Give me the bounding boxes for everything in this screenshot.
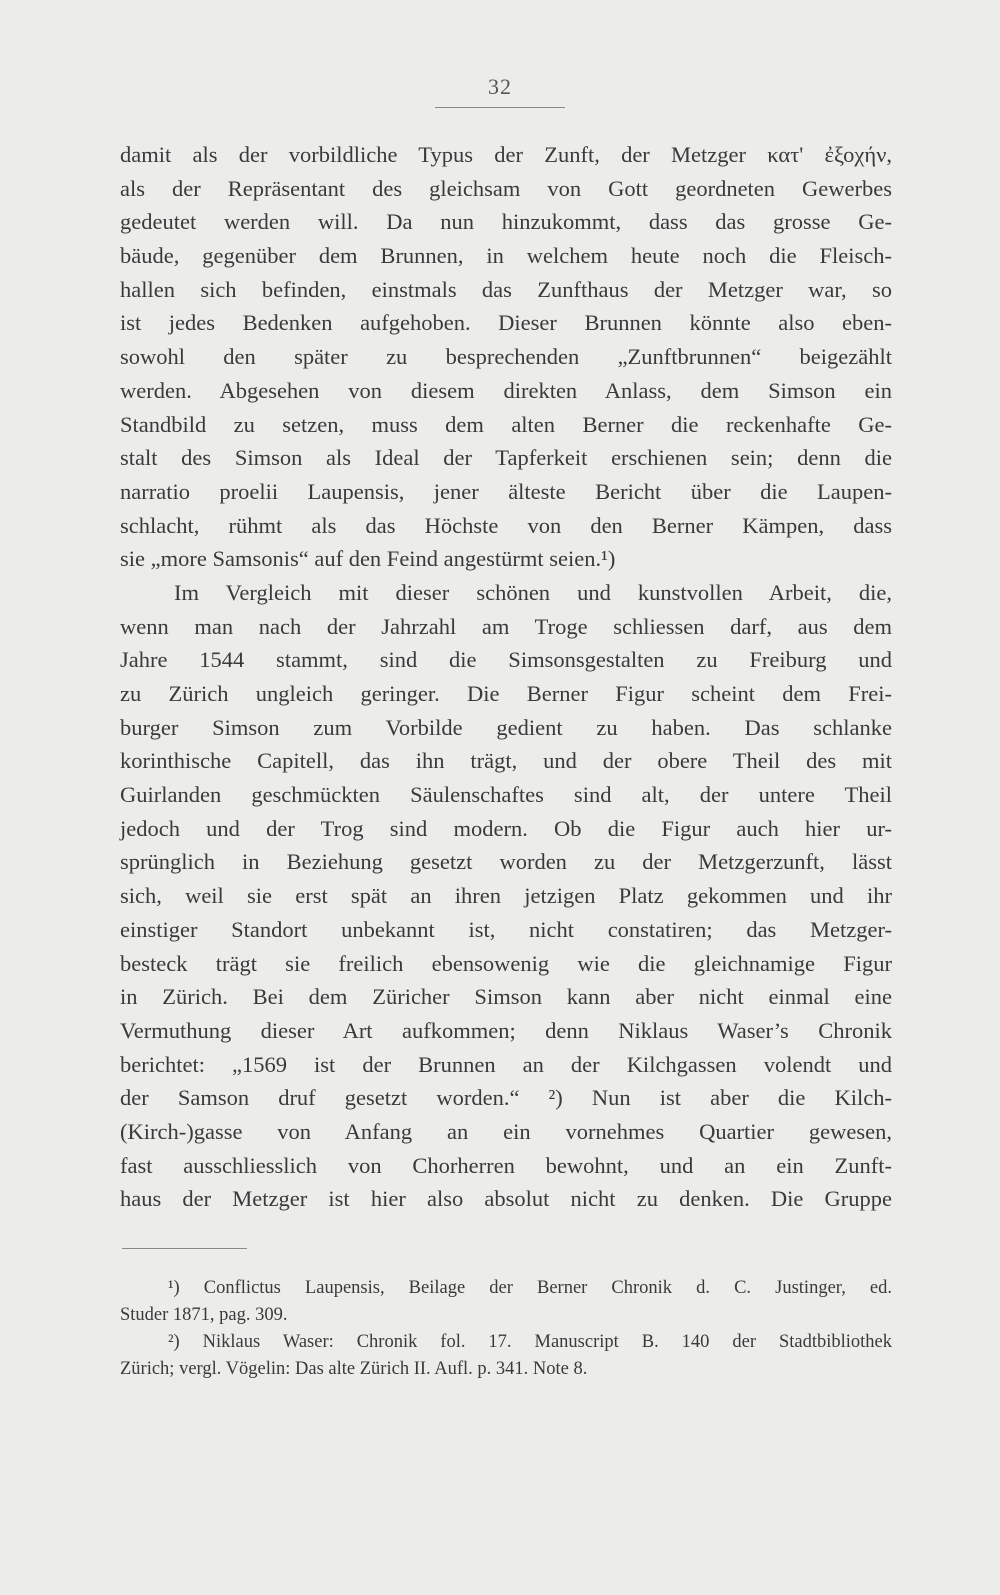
footnote-line: Studer 1871, pag. 309. [120, 1305, 288, 1325]
text-line: wenn man nach der Jahrzahl am Troge schliessen darf, aus dem [120, 613, 892, 639]
text-line: schlacht, rühmt als das Höchste von den Berner Kämpen, dass [120, 512, 892, 538]
text-line: burger Simson zum Vorbilde gedient zu haben. Das schlanke [120, 714, 892, 740]
text-line: haus der Metzger ist hier also absolut nicht zu denken. Die Gruppe [120, 1186, 892, 1212]
text-line: sich, weil sie erst spät an ihren jetzigen Platz gekommen und ihr [120, 883, 892, 909]
page-number: 32 [488, 74, 512, 99]
body-text [120, 138, 892, 1216]
text-line: in Zürich. Bei dem Züricher Simson kann aber nicht einmal eine [120, 984, 892, 1010]
text-line: Guirlanden geschmückten Säulenschaftes sind alt, der untere Theil [120, 782, 892, 808]
footnote-rule [122, 1248, 247, 1249]
footnote-line: Zürich; vergl. Vögelin: Das alte Zürich II. Aufl. p. 341. Note 8. [120, 1359, 588, 1379]
text-line: als der Repräsentant des gleichsam von Gott geordneten Gewerbes [120, 175, 892, 201]
text-line: korinthische Capitell, das ihn trägt, und der obere Theil des mit [120, 748, 892, 774]
text-line: berichtet: „1569 ist der Brunnen an der Kilchgassen volendt und [120, 1051, 892, 1077]
text-line: fast ausschliesslich von Chorherren bewohnt, und an ein Zunft- [120, 1152, 892, 1178]
text-line: jedoch und der Trog sind modern. Ob die Figur auch hier ur- [120, 815, 892, 841]
text-line: einstiger Standort unbekannt ist, nicht constatiren; das Metzger- [120, 916, 892, 942]
text-line: narratio proelii Laupensis, jener älteste Bericht über die Laupen- [120, 478, 892, 504]
footnote-line: ²) Niklaus Waser: Chronik fol. 17. Manuscript B. 140 der Stadtbibliothek [168, 1332, 892, 1352]
text-line: besteck trägt sie freilich ebensowenig wie die gleichnamige Figur [120, 950, 892, 976]
text-line: stalt des Simson als Ideal der Tapferkeit erschienen sein; denn die [120, 445, 892, 471]
footnote-line: ¹) Conflictus Laupensis, Beilage der Berner Chronik d. C. Justinger, ed. [168, 1278, 892, 1298]
header-rule [435, 107, 565, 108]
text-line: hallen sich befinden, einstmals das Zunfthaus der Metzger war, so [120, 276, 892, 302]
text-line: Vermuthung dieser Art aufkommen; denn Niklaus Waser’s Chronik [120, 1017, 892, 1043]
text-line: bäude, gegenüber dem Brunnen, in welchem heute noch die Fleisch- [120, 243, 892, 269]
text-line: sie „more Samsonis“ auf den Feind angestürmt seien.¹) [120, 546, 616, 572]
footnotes [120, 1275, 892, 1383]
text-line: damit als der vorbildliche Typus der Zunft, der Metzger κατ' ἐξοχήν, [120, 142, 892, 167]
text-line: der Samson druf gesetzt worden.“ ²) Nun ist aber die Kilch- [120, 1085, 892, 1111]
text-line: (Kirch-)gasse von Anfang an ein vornehmes Quartier gewesen, [120, 1118, 892, 1144]
text-line: ist jedes Bedenken aufgehoben. Dieser Brunnen könnte also eben- [120, 310, 892, 336]
text-line: Im Vergleich mit dieser schönen und kunstvollen Arbeit, die, [174, 579, 892, 605]
text-line: Standbild zu setzen, muss dem alten Berner die reckenhafte Ge- [120, 411, 892, 437]
text-line: sowohl den später zu besprechenden „Zunftbrunnen“ beigezählt [120, 344, 892, 370]
text-line: Jahre 1544 stammt, sind die Simsonsgestalten zu Freiburg und [120, 647, 892, 673]
text-line: zu Zürich ungleich geringer. Die Berner Figur scheint dem Frei- [120, 681, 892, 706]
text-line: gedeutet werden will. Da nun hinzukommt, dass das grosse Ge- [120, 209, 892, 235]
text-line: werden. Abgesehen von diesem direkten Anlass, dem Simson ein [120, 377, 892, 403]
text-line: sprünglich in Beziehung gesetzt worden zu der Metzgerzunft, lässt [120, 849, 892, 875]
